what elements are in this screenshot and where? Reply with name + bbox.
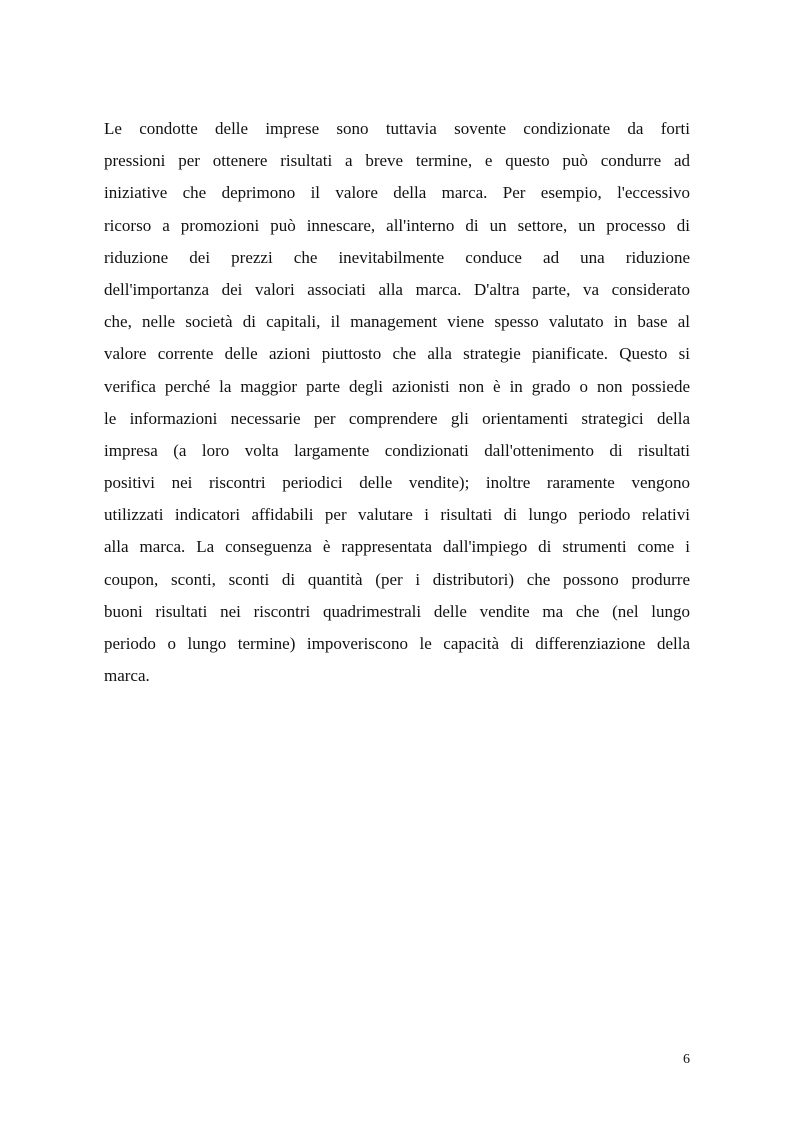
paragraph-line: pressioni per ottenere risultati a breve termine, e questo può condurre ad — [104, 151, 690, 171]
paragraph-line: le informazioni necessarie per comprendere gli orientamenti strategici della — [104, 408, 690, 428]
page-number: 6 — [683, 1052, 690, 1067]
paragraph-line: iniziative che deprimono il valore della marca. Per esempio, l'eccessivo — [104, 183, 690, 203]
paragraph-line: riduzione dei prezzi che inevitabilmente conduce ad una riduzione — [104, 247, 690, 267]
paragraph-line: utilizzati indicatori affidabili per valutare i risultati di lungo periodo relativi — [104, 505, 690, 525]
paragraph-line: buoni risultati nei riscontri quadrimestrali delle vendite ma che (nel lungo — [104, 601, 690, 621]
paragraph-line: marca. — [104, 666, 150, 686]
paragraph-line: che, nelle società di capitali, il management viene spesso valutato in base al — [104, 312, 690, 332]
paragraph-line: valore corrente delle azioni piuttosto che alla strategie pianificate. Questo si — [104, 344, 690, 364]
paragraph-line: verifica perché la maggior parte degli azionisti non è in grado o non possiede — [104, 376, 690, 396]
paragraph-line: coupon, sconti, sconti di quantità (per i distributori) che possono produrre — [104, 569, 690, 589]
paragraph-line: alla marca. La conseguenza è rappresentata dall'impiego di strumenti come i — [104, 537, 690, 557]
body-paragraph — [104, 113, 690, 692]
paragraph-line: Le condotte delle imprese sono tuttavia sovente condizionate da forti — [104, 119, 690, 138]
paragraph-line: ricorso a promozioni può innescare, all'interno di un settore, un processo di — [104, 215, 690, 235]
paragraph-line: dell'importanza dei valori associati alla marca. D'altra parte, va considerato — [104, 279, 690, 299]
paragraph-line: impresa (a loro volta largamente condizionati dall'ottenimento di risultati — [104, 440, 690, 460]
paragraph-line: periodo o lungo termine) impoveriscono le capacità di differenziazione della — [104, 634, 690, 653]
paragraph-line: positivi nei riscontri periodici delle vendite); inoltre raramente vengono — [104, 473, 690, 493]
